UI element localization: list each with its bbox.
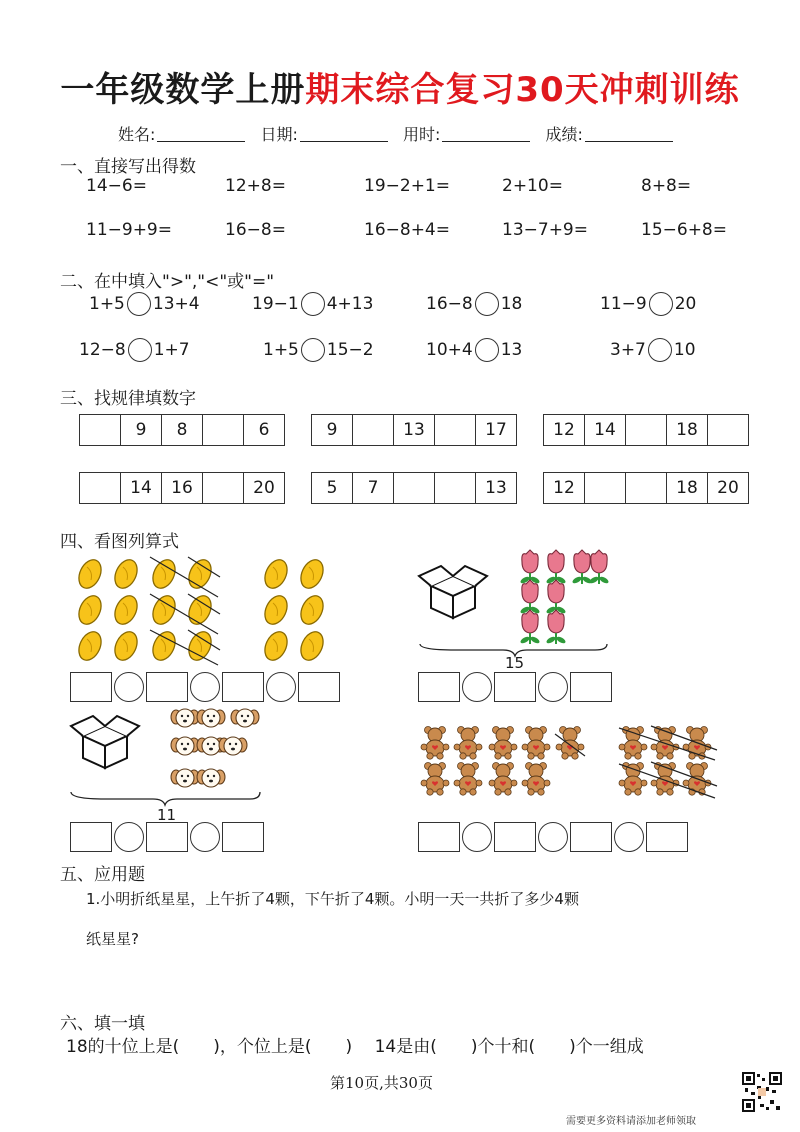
operator-circle[interactable] [114,822,144,852]
sequence-cell[interactable]: 6 [258,420,270,440]
sequence-cell[interactable] [353,415,394,445]
sequence-cell[interactable] [203,415,244,445]
sequence-cell[interactable]: 9 [121,415,162,445]
sequence-cell[interactable]: 9 [312,415,353,445]
answer-box[interactable] [298,672,340,702]
lemon-group-right [261,556,328,664]
compare-left: 10+4 [426,340,473,360]
compare-left: 19−1 [252,294,299,314]
bear-group-left [421,727,585,796]
operator-circle[interactable] [190,672,220,702]
word-problem-line-2: 纸星星? [86,930,139,948]
answer-box[interactable] [222,822,264,852]
sequence-cell[interactable]: 20 [253,478,275,498]
sequence-cell[interactable]: 12 [544,473,585,503]
compare-item [426,292,522,316]
page-number: 第10页,共30页 [330,1074,433,1092]
sequence-row [543,472,749,504]
flowers-total: 15 [505,654,525,672]
sequence-row [79,472,285,504]
compare-circle[interactable] [475,292,499,316]
section-5-heading: 五、应用题 [60,865,145,885]
section-6-heading: 六、填一填 [60,1014,145,1034]
sequence-cell[interactable]: 14 [585,415,626,445]
answer-box[interactable] [70,822,112,852]
compare-left: 3+7 [610,340,646,360]
answer-row-flowers [418,672,612,702]
operator-circle[interactable] [462,822,492,852]
flower-bunch [519,550,609,645]
compare-circle[interactable] [649,292,673,316]
compare-right: 10 [673,340,696,360]
sequence-cell[interactable]: 16 [162,473,203,503]
lemon-group-left [75,556,142,664]
sequence-cell[interactable]: 18 [667,473,708,503]
compare-circle[interactable] [301,292,325,316]
sequence-cell[interactable] [203,473,244,503]
operator-circle[interactable] [614,822,644,852]
sequence-cell[interactable]: 20 [717,478,739,498]
name-label: 姓名: [118,125,156,144]
word-problem-line-1: 1.小明折纸星星，上午折了4颗，下午折了4颗。小明一天一共折了多少4颗 [86,890,579,908]
sequence-cell[interactable]: 5 [312,473,353,503]
box-icon [71,716,139,768]
time-blank[interactable] [442,127,530,142]
section-1-heading: 一、直接写出得数 [60,157,196,177]
equation: 14−6= [86,176,147,196]
compare-item [89,292,200,316]
sequence-cell[interactable] [626,415,667,445]
compare-right: 15−2 [326,340,374,360]
operator-circle[interactable] [462,672,492,702]
sequence-cell[interactable] [585,473,626,503]
operator-circle[interactable] [538,822,568,852]
sequence-cell[interactable]: 12 [544,415,585,445]
equation: 15−6+8= [641,220,727,240]
score-label: 成绩: [545,125,583,144]
operator-circle[interactable] [190,822,220,852]
sequence-cell[interactable]: 13 [485,478,507,498]
sequence-cell[interactable]: 13 [394,415,435,445]
dog-group [171,709,259,787]
answer-box[interactable] [70,672,112,702]
operator-circle[interactable] [538,672,568,702]
sequence-cell[interactable] [394,473,435,503]
answer-box[interactable] [570,672,612,702]
compare-right: 20 [674,294,697,314]
time-label: 用时: [403,125,441,144]
answer-box[interactable] [222,672,264,702]
sequence-cell[interactable]: 18 [667,415,708,445]
sequence-cell[interactable]: 8 [162,415,203,445]
lemon-group-crossed [149,556,220,665]
compare-left: 1+5 [89,294,125,314]
dogs-total: 11 [157,806,177,824]
sequence-cell[interactable] [435,415,476,445]
compare-right: 18 [500,294,523,314]
sequence-row [79,414,285,446]
answer-row-dogs [70,822,264,852]
lemons-picture [70,552,340,667]
answer-row-bears [418,822,688,852]
name-blank[interactable] [157,127,245,142]
section-4-heading: 四、看图列算式 [60,532,179,552]
date-label: 日期: [260,125,298,144]
compare-left: 1+5 [263,340,299,360]
section-3-heading: 三、找规律填数字 [60,389,196,409]
answer-box[interactable] [646,822,688,852]
equation: 8+8= [641,176,692,196]
answer-box[interactable] [146,672,188,702]
answer-box[interactable] [146,822,188,852]
compare-right: 4+13 [326,294,374,314]
title-black: 一年级数学上册 [60,70,306,110]
compare-item [610,338,696,362]
page-title [0,62,800,111]
sequence-cell[interactable] [626,473,667,503]
answer-box[interactable] [418,672,460,702]
compare-circle[interactable] [128,338,152,362]
sequence-cell[interactable] [80,415,121,445]
sequence-row [311,414,517,446]
compare-right: 13 [500,340,523,360]
equation: 16−8+4= [364,220,450,240]
compare-item [79,338,190,362]
qr-code-icon [742,1072,782,1112]
sequence-row [311,472,517,504]
compare-item [426,338,522,362]
sequence-cell[interactable]: 14 [121,473,162,503]
compare-left: 16−8 [426,294,473,314]
operator-circle[interactable] [114,672,144,702]
title-red: 期末综合复习30天冲刺训练 [305,70,740,110]
score-blank[interactable] [585,127,673,142]
compare-item [600,292,696,316]
footer-note: 需要更多资料请添加老师领取 [566,1116,696,1127]
sequence-cell[interactable]: 7 [353,473,394,503]
equation: 16−8= [225,220,286,240]
compare-left: 12−8 [79,340,126,360]
compare-right: 13+4 [152,294,200,314]
compare-left: 11−9 [600,294,647,314]
sequence-cell[interactable] [435,473,476,503]
compare-circle[interactable] [301,338,325,362]
compare-item [263,338,374,362]
sequence-row [543,414,749,446]
student-info-line [118,122,683,145]
sequence-cell[interactable]: 17 [485,420,507,440]
answer-box[interactable] [570,822,612,852]
equation: 19−2+1= [364,176,450,196]
sequence-cell[interactable] [80,473,121,503]
equation: 12+8= [225,176,286,196]
compare-circle[interactable] [475,338,499,362]
answer-row-lemons [70,672,340,702]
equation: 2+10= [502,176,563,196]
compare-circle[interactable] [127,292,151,316]
bears-picture [415,720,725,805]
compare-circle[interactable] [648,338,672,362]
date-blank[interactable] [300,127,388,142]
section-2-heading: 二、在中填入">","<"或"=" [60,272,275,292]
sequence-cell[interactable] [708,415,748,445]
answer-box[interactable] [418,822,460,852]
equation: 11−9+9= [86,220,172,240]
equation: 13−7+9= [502,220,588,240]
answer-box[interactable] [494,672,536,702]
box-dogs-picture [65,700,270,815]
compare-right: 1+7 [153,340,190,360]
answer-box[interactable] [494,822,536,852]
bear-group-crossed [619,726,717,798]
box-icon [419,566,487,618]
operator-circle[interactable] [266,672,296,702]
compare-item [252,292,373,316]
fill-in-text: 18的十位上是( )，个位上是( ) 14是由( )个十和( )个一组成 [66,1037,644,1057]
